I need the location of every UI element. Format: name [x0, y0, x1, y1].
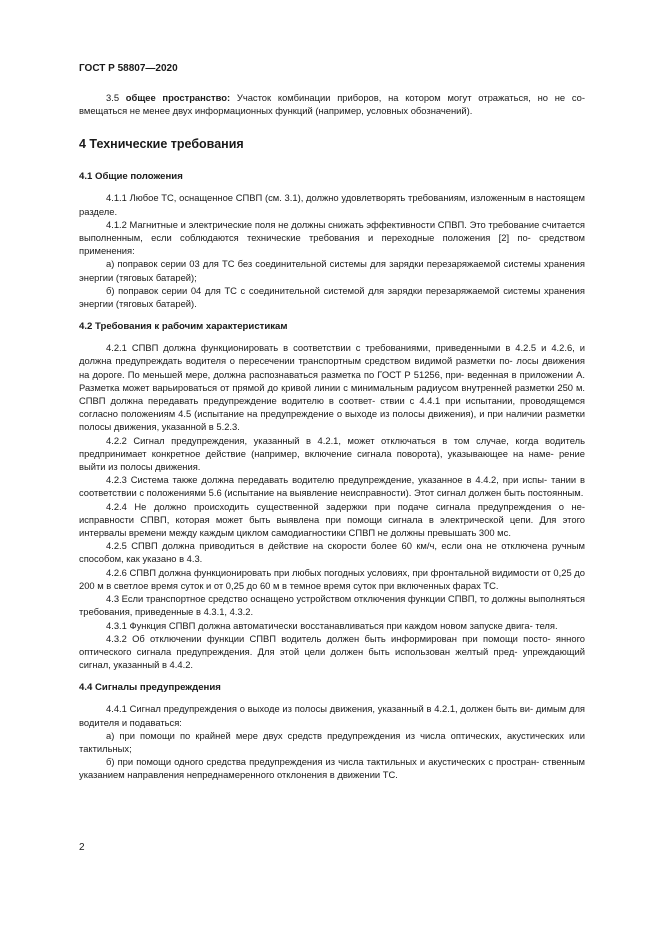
- paragraph-4-1-2: 4.1.2 Магнитные и электрические поля не должны снижать эффективности СПВП. Это требование считается выполненным, если соблюдаются технические требования и переходные положения [2] по- средством применения:: [79, 218, 585, 257]
- document-header: ГОСТ Р 58807—2020: [79, 63, 178, 74]
- paragraph-3-5-number: 3.5: [106, 92, 126, 103]
- paragraph-4-2-6: 4.2.6 СПВП должна функционировать при любых погодных условиях, при фронтальной видимости от 0,25 до 200 м в светлое время суток и от 0,25 до 60 м в темное время суток при включенных фарах ТС.: [79, 566, 585, 591]
- section-4-title: 4 Технические требования: [79, 137, 244, 152]
- paragraph-4-3-1: 4.3.1 Функция СПВП должна автоматически восстанавливаться при каждом новом запуске двига- теля.: [106, 619, 558, 631]
- paragraph-3-5: [79, 91, 585, 117]
- paragraph-4-2-1: 4.2.1 СПВП должна функционировать в соответствии с требованиями, приведенными в 4.2.5 и 4.2.6, и должна предупреждать водителя о пересечении транспортным средством видимой разметки по- лосы движения на дороге. По меньшей мере, должна распознаваться разметка по ГОСТ Р 51256, при- веденная в приложении А. Разметка может варьироваться от прямой до кривой линии с минимальным радиусом внутренней разметки 250 м. СПВП должна передавать предупреждение водителю в соответ- ствии с 4.4.1 при испытании, проводящемся согласно положениям 4.5 (испытание на предупреждение о выходе из полосы движения), и при наличии разметки полосы движения, указанной в 5.2.3.: [79, 342, 585, 433]
- paragraph-4-2-3: 4.2.3 Система также должна передавать водителю предупреждение, указанное в 4.4.2, при испы- тании в соответствии с положениями 5.6 (испытание на выявление неисправности). Этот сигнал должен быть постоянным.: [79, 474, 585, 499]
- section-4-2-title: 4.2 Требования к рабочим характеристикам: [79, 321, 288, 333]
- paragraph-4-2-4: 4.2.4 Не должно происходить существенной задержки при подаче сигнала предупреждения о не- исправности СПВП, которая может быть выявлена при помощи сигнала в электрической цепи. Для этого интервалы времени между каждым циклом самодиагностики СПВП не должны превышать 300 мс.: [79, 500, 585, 539]
- paragraph-4-4-1: 4.4.1 Сигнал предупреждения о выходе из полосы движения, указанный в 4.2.1, должен быть ви- димым для водителя и подаваться:: [79, 703, 585, 728]
- page-number: 2: [79, 842, 85, 853]
- list-item-b-04: б) поправок серии 04 для ТС с соединительной системой для зарядки перезаряжаемой системы хранения энергии (тяговых батарей).: [79, 284, 585, 310]
- term-general-space: общее пространство:: [125, 92, 231, 103]
- section-4-4-title: 4.4 Сигналы предупреждения: [79, 682, 221, 694]
- list-item-b-signals: б) при помощи одного средства предупреждения из числа тактильных и акустических с простран- ственным указанием направления непреднамеренного отклонения в движении ТС.: [79, 756, 585, 781]
- paragraph-4-3: 4.3 Если транспортное средство оснащено устройством отключения функции СПВП, то должны выполняться требования, приведенные в 4.3.1, 4.3.2.: [79, 593, 585, 618]
- list-item-a-03: а) поправок серии 03 для ТС без соединительной системы для зарядки перезаряжаемой системы хранения энергии (тяговых батарей);: [79, 258, 585, 283]
- list-item-a-signals: а) при помощи по крайней мере двух средств предупреждения из числа оптических, акустических или тактильных;: [79, 729, 585, 754]
- paragraph-3-5-text: Участок комбинации приборов, на котором могут отражаться, но не со- вмещаться не менее двух информационных функций (например, условных обозначений).: [79, 92, 586, 117]
- section-4-1-title: 4.1 Общие положения: [79, 171, 183, 183]
- paragraph-4-2-2: 4.2.2 Сигнал предупреждения, указанный в 4.2.1, может отключаться в том случае, когда водитель предпринимает конкретное действие (например, включение сигнала поворота), указывающее на наме- рение выйти из полосы движения.: [79, 434, 585, 473]
- paragraph-4-3-2: 4.3.2 Об отключении функции СПВП водитель должен быть информирован при помощи посто- янного оптического сигнала предупреждения. Для этой цели должен быть использован желтый пред- упреждающий сигнал, указанный в 4.4.2.: [79, 632, 585, 671]
- paragraph-4-1-1: 4.1.1 Любое ТС, оснащенное СПВП (см. 3.1), должно удовлетворять требованиям, изложенным в настоящем разделе.: [79, 192, 585, 217]
- paragraph-4-2-5: 4.2.5 СПВП должна приводиться в действие на скорости более 60 км/ч, если она не отключена ручным способом, как указано в 4.3.: [79, 540, 585, 565]
- document-body: [79, 91, 585, 782]
